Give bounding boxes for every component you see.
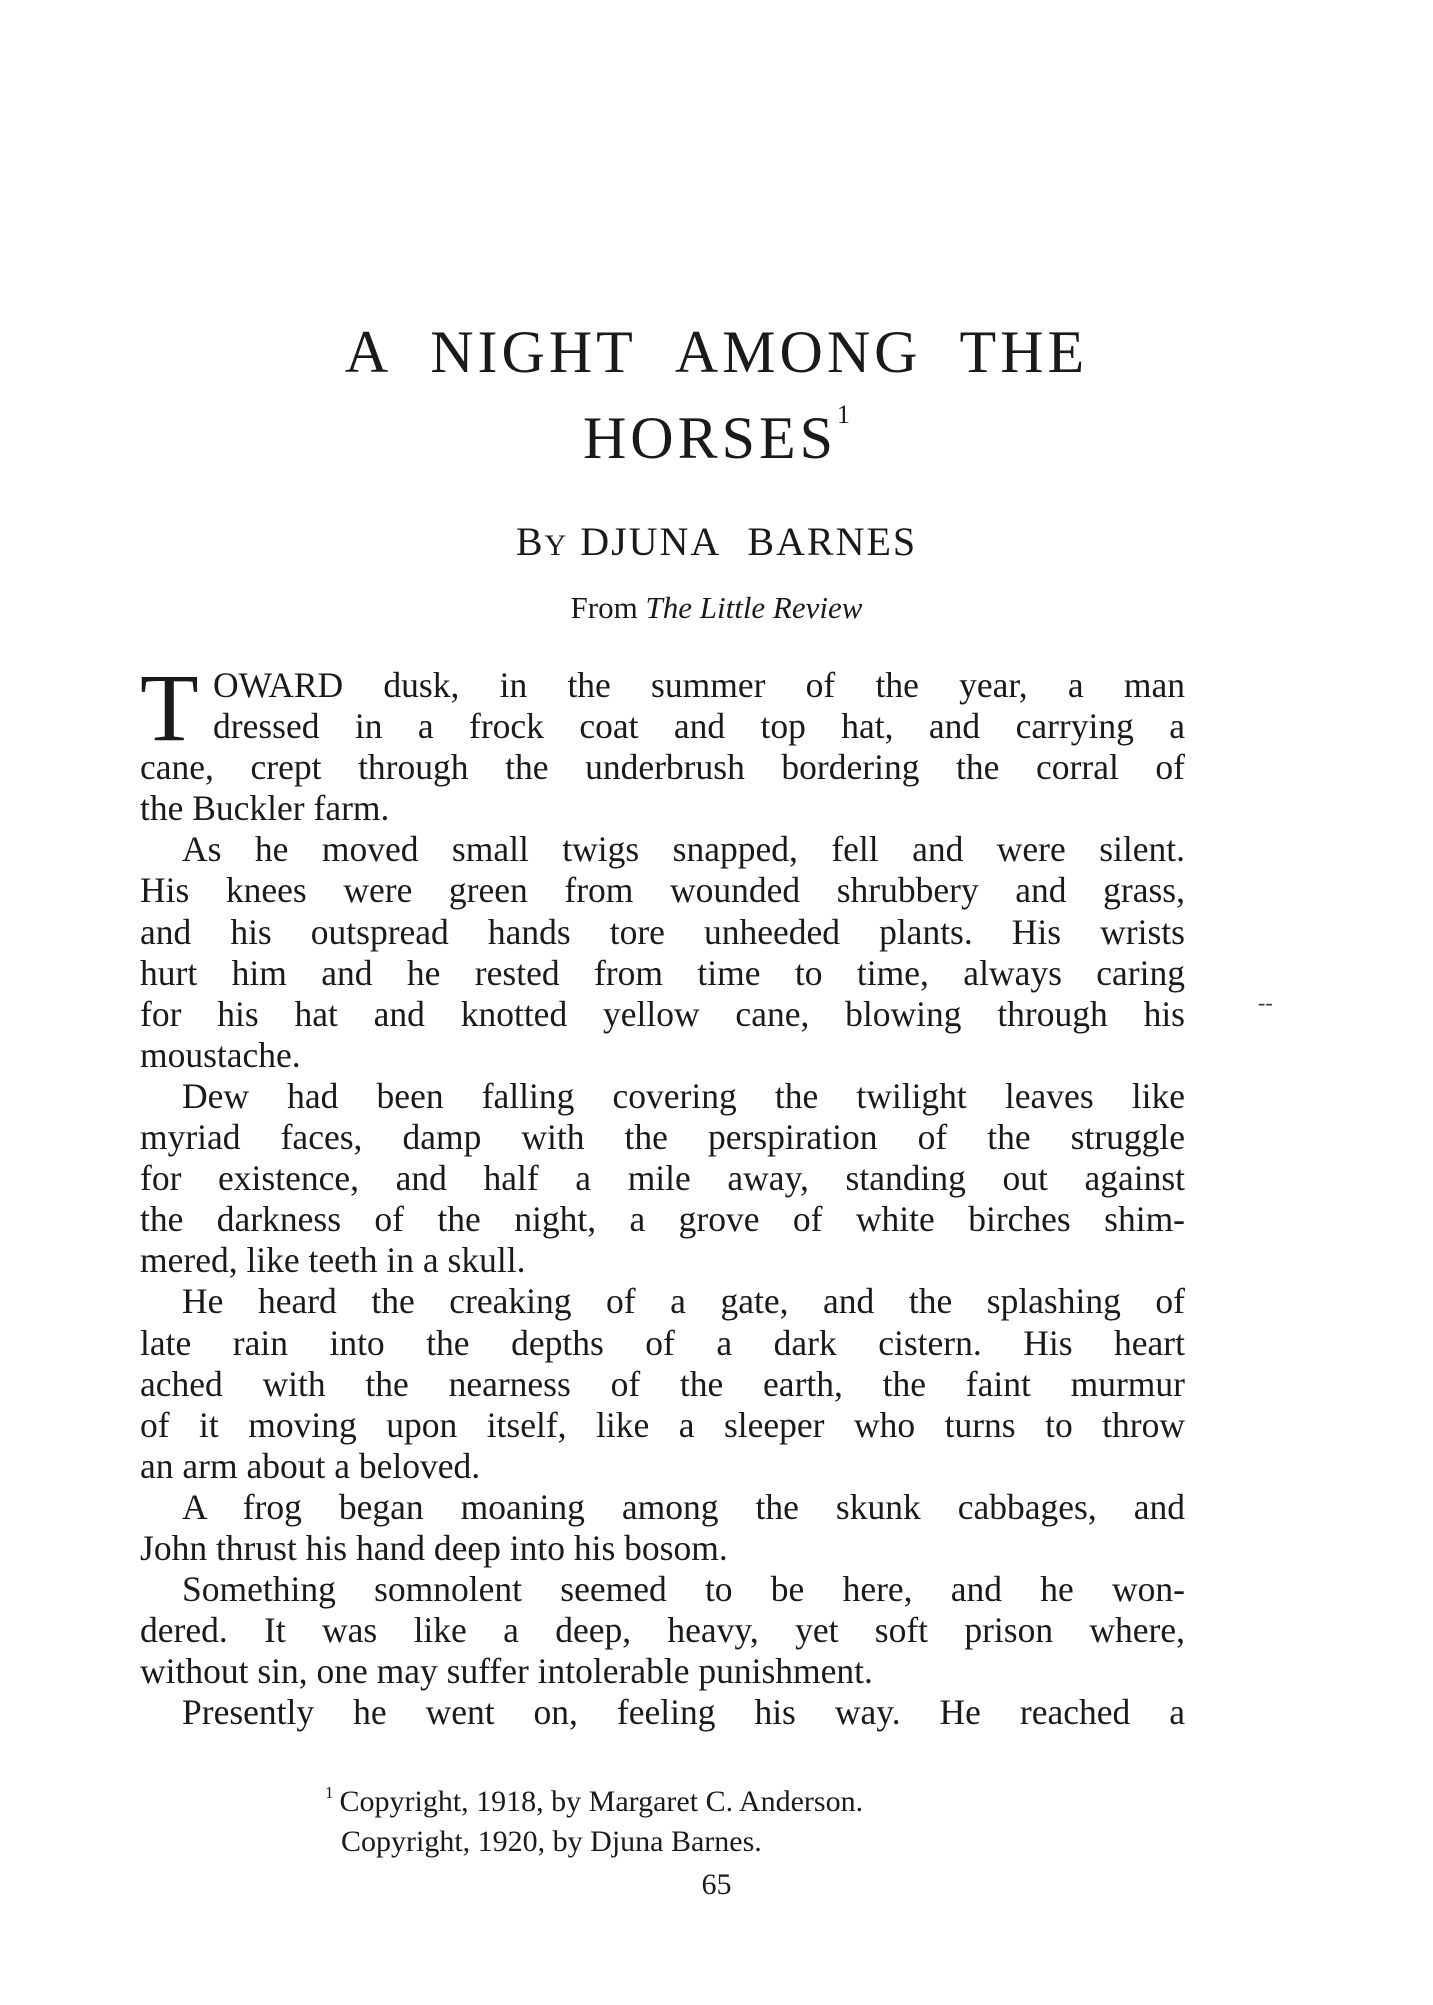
margin-mark: -- — [1258, 990, 1273, 1015]
text-line: Presently he went on, feeling his way. He reached a — [182, 1692, 1185, 1733]
title-word: HORSES — [582, 405, 838, 471]
source-line — [0, 590, 1433, 626]
title-word: THE — [959, 319, 1089, 385]
text-line: for his hat and knotted yellow cane, blowing through his — [140, 993, 1185, 1034]
text-line: He heard the creaking of a gate, and the splashing of — [182, 1281, 1185, 1322]
text-line: Something somnolent seemed to be here, and he won- — [182, 1569, 1185, 1610]
author-name: DJUNA BARNES — [580, 519, 918, 564]
text-line: Dew had been falling covering the twilight leaves like — [182, 1075, 1185, 1116]
title-word: A — [344, 319, 393, 385]
text-line: myriad faces, damp with the perspiration of the struggle — [140, 1117, 1185, 1158]
text-line: late rain into the depths of a dark cistern. His heart — [140, 1322, 1185, 1363]
text-line: cane, crept through the underbrush bordering the corral of — [140, 747, 1185, 788]
article-body — [140, 665, 1185, 1733]
source-prefix: From — [570, 590, 638, 625]
footnote-line-2: Copyright, 1920, by Djuna Barnes. — [341, 1825, 762, 1858]
byline-prefix: BY — [515, 519, 569, 564]
footnote-marker: 1 — [325, 1783, 334, 1802]
text-line: an arm about a beloved. — [140, 1445, 481, 1486]
title-word: AMONG — [674, 319, 922, 385]
text-line: the darkness of the night, a grove of white birches shim- — [140, 1199, 1185, 1240]
text-line: As he moved small twigs snapped, fell and were silent. — [182, 829, 1185, 870]
text-line: without sin, one may suffer intolerable punishment. — [140, 1651, 873, 1692]
footnote — [325, 1775, 863, 1862]
byline — [0, 518, 1433, 565]
title-line-1 — [0, 319, 1433, 385]
text-line: hurt him and he rested from time to time, always caring — [140, 952, 1185, 993]
text-line: A frog began moaning among the skunk cabbages, and — [182, 1486, 1185, 1527]
text-line: His knees were green from wounded shrubbery and grass, — [140, 870, 1185, 911]
text-line: mered, like teeth in a skull. — [140, 1240, 526, 1281]
page-number: 65 — [701, 1868, 732, 1901]
text-line: moustache. — [140, 1034, 301, 1075]
title-line-2 — [0, 400, 1433, 471]
drop-cap: T — [140, 654, 199, 761]
text-line: of it moving upon itself, like a sleeper who turns to throw — [140, 1404, 1185, 1445]
title-word: NIGHT — [430, 319, 637, 385]
source-publication: The Little Review — [645, 590, 863, 625]
text-line: OWARD dusk, in the summer of the year, a man — [213, 665, 1185, 705]
text-line: and his outspread hands tore unheeded plants. His wrists — [140, 911, 1185, 952]
title-footnote-marker: 1 — [837, 400, 851, 429]
text-line: John thrust his hand deep into his bosom. — [140, 1527, 728, 1568]
footnote-line-1: $^1$ Copyright, 1918, by Margaret C. Anderson. — [325, 1783, 864, 1818]
text-line: ached with the nearness of the earth, the faint murmur — [140, 1363, 1185, 1404]
text-line: the Buckler farm. — [140, 788, 390, 829]
text-line: dered. It was like a deep, heavy, yet soft prison where, — [140, 1610, 1185, 1651]
text-line: dressed in a frock coat and top hat, and carrying a — [213, 706, 1185, 747]
text-line: for existence, and half a mile away, standing out against — [140, 1158, 1185, 1199]
